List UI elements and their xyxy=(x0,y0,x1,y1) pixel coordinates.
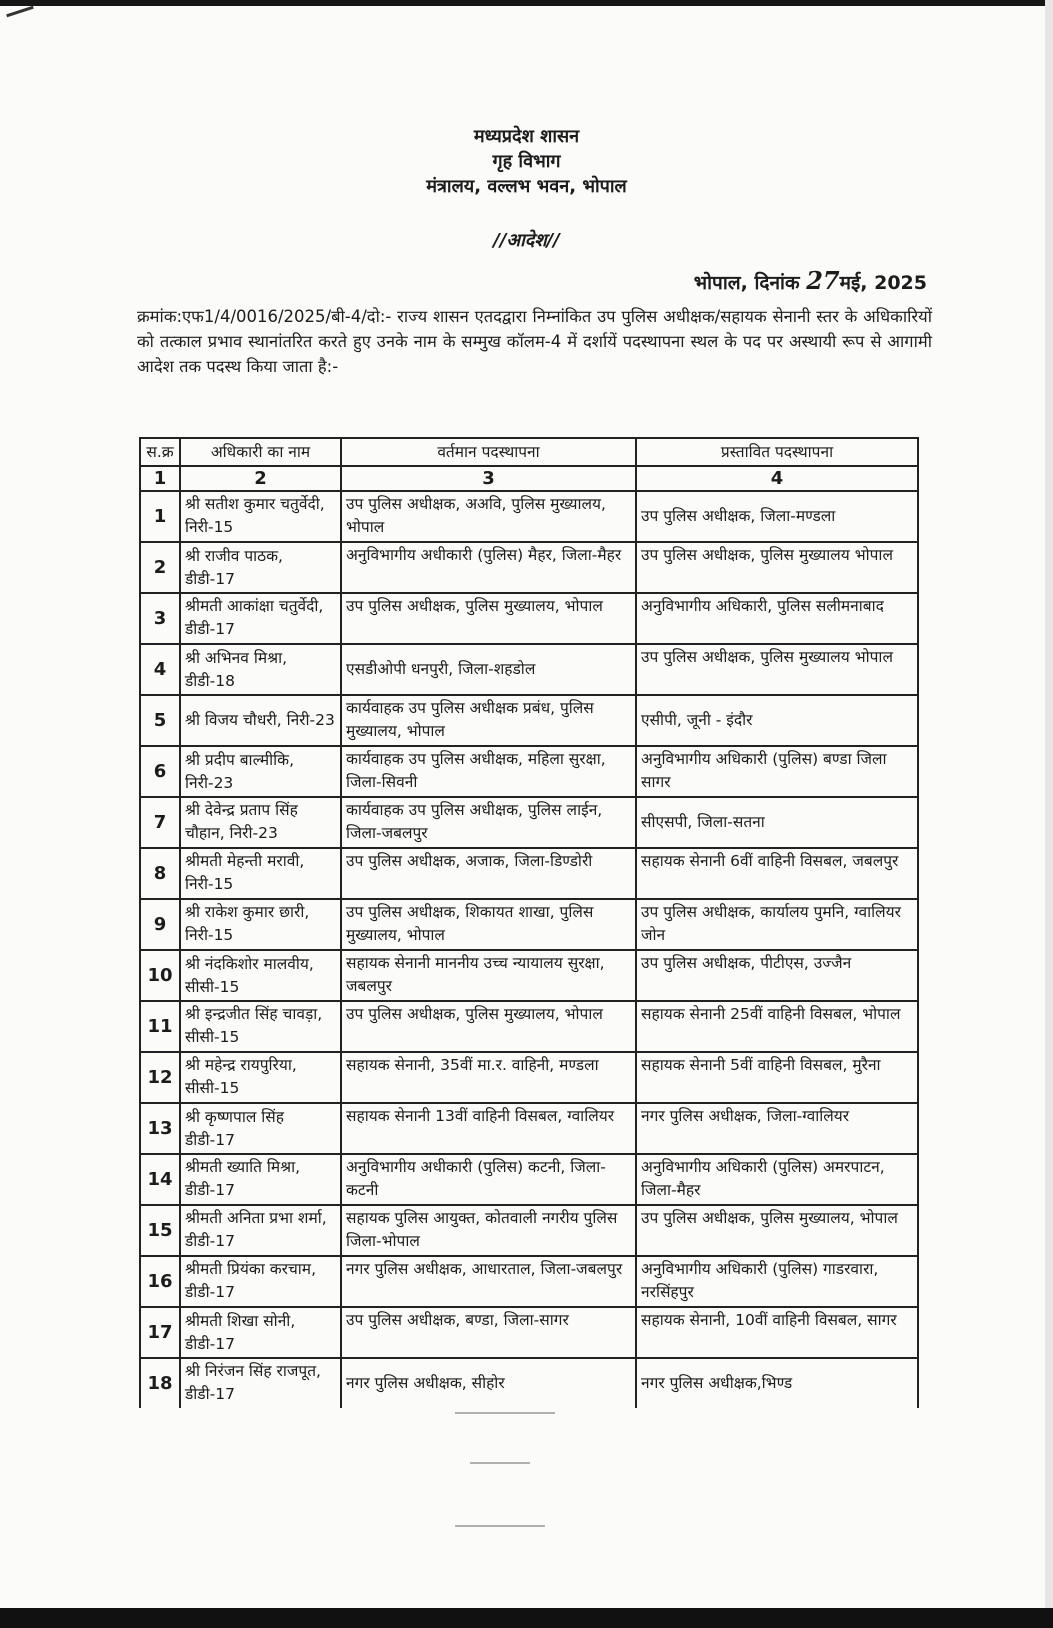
scan-bottom-edge xyxy=(0,1608,1053,1628)
current-posting-cell: सहायक सेनानी 13वीं वाहिनी विसबल, ग्वालियर xyxy=(341,1103,636,1154)
serial-number-cell: 10 xyxy=(140,950,180,1001)
current-posting-cell: उप पुलिस अधीक्षक, पुलिस मुख्यालय, भोपाल xyxy=(341,1001,636,1052)
proposed-posting-cell: उप पुलिस अधीक्षक, पुलिस मुख्यालय, भोपाल xyxy=(636,1205,918,1256)
transfer-table xyxy=(139,437,919,1408)
current-posting-cell: अनुविभागीय अधीकारी (पुलिस) कटनी, जिला-कटनी xyxy=(341,1154,636,1205)
officer-name-cell: श्री इन्द्रजीत सिंह चावड़ा, सीसी-15 xyxy=(180,1001,341,1052)
order-label: //आदेश// xyxy=(493,230,560,251)
table-row xyxy=(140,797,918,848)
proposed-posting-cell: सहायक सेनानी 25वीं वाहिनी विसबल, भोपाल xyxy=(636,1001,918,1052)
current-posting-cell: नगर पुलिस अधीक्षक, आधारताल, जिला-जबलपुर xyxy=(341,1256,636,1307)
current-posting-cell: सहायक सेनानी माननीय उच्च न्यायालय सुरक्षा, जबलपुर xyxy=(341,950,636,1001)
serial-number-cell: 16 xyxy=(140,1256,180,1307)
serial-number-cell: 1 xyxy=(140,491,180,542)
table-header-row xyxy=(140,438,918,466)
column-number: 3 xyxy=(341,466,636,491)
table-row xyxy=(140,1358,918,1408)
date-day-handwritten: 27 xyxy=(806,266,840,295)
proposed-posting-cell: अनुविभागीय अधिकारी (पुलिस) गाडरवारा, नरसिंहपुर xyxy=(636,1256,918,1307)
current-posting-cell: कार्यवाहक उप पुलिस अधीक्षक प्रबंध, पुलिस मुख्यालय, भोपाल xyxy=(341,695,636,746)
proposed-posting-cell: उप पुलिस अधीक्षक, जिला-मण्डला xyxy=(636,491,918,542)
scan-smudge xyxy=(455,1525,545,1527)
serial-number-cell: 14 xyxy=(140,1154,180,1205)
proposed-posting-cell: उप पुलिस अधीक्षक, पुलिस मुख्यालय भोपाल xyxy=(636,542,918,593)
officer-name-cell: श्री कृष्णपाल सिंह डीडी-17 xyxy=(180,1103,341,1154)
officer-name-cell: श्रीमती आकांक्षा चतुर्वेदी, डीडी-17 xyxy=(180,593,341,644)
officer-name-cell: श्री महेन्द्र रायपुरिया, सीसी-15 xyxy=(180,1052,341,1103)
header-home-department: गृह विभाग xyxy=(492,151,561,172)
scan-smudge xyxy=(455,1412,555,1414)
proposed-posting-cell: नगर पुलिस अधीक्षक,भिण्ड xyxy=(636,1358,918,1408)
table-row xyxy=(140,695,918,746)
scan-top-edge xyxy=(0,0,1053,6)
proposed-posting-cell: सहायक सेनानी 6वीं वाहिनी विसबल, जबलपुर xyxy=(636,848,918,899)
officer-name-cell: श्रीमती अनिता प्रभा शर्मा, डीडी-17 xyxy=(180,1205,341,1256)
table-row xyxy=(140,1154,918,1205)
proposed-posting-cell: अनुविभागीय अधिकारी (पुलिस) बण्डा जिला सागर xyxy=(636,746,918,797)
order-date xyxy=(694,266,927,295)
serial-number-cell: 15 xyxy=(140,1205,180,1256)
proposed-posting-cell: नगर पुलिस अधीक्षक, जिला-ग्वालियर xyxy=(636,1103,918,1154)
current-posting-cell: एसडीओपी धनपुरी, जिला-शहडोल xyxy=(341,644,636,695)
proposed-posting-cell: अनुविभागीय अधिकारी, पुलिस सलीमनाबाद xyxy=(636,593,918,644)
officer-name-cell: श्री राकेश कुमार छारी, निरी-15 xyxy=(180,899,341,950)
serial-number-cell: 6 xyxy=(140,746,180,797)
serial-number-cell: 17 xyxy=(140,1307,180,1358)
serial-number-cell: 18 xyxy=(140,1358,180,1408)
scan-corner-mark xyxy=(6,6,34,18)
officer-name-cell: श्री नंदकिशोर मालवीय, सीसी-15 xyxy=(180,950,341,1001)
current-posting-cell: उप पुलिस अधीक्षक, अजाक, जिला-डिण्डोरी xyxy=(341,848,636,899)
current-posting-cell: सहायक सेनानी, 35वीं मा.र. वाहिनी, मण्डला xyxy=(341,1052,636,1103)
officer-name-cell: श्री विजय चौधरी, निरी-23 xyxy=(180,695,341,746)
table-row xyxy=(140,899,918,950)
current-posting-cell: उप पुलिस अधीक्षक, पुलिस मुख्यालय, भोपाल xyxy=(341,593,636,644)
current-posting-cell: सहायक पुलिस आयुक्त, कोतवाली नगरीय पुलिस जिला-भोपाल xyxy=(341,1205,636,1256)
proposed-posting-cell: उप पुलिस अधीक्षक, कार्यालय पुमनि, ग्वालियर जोन xyxy=(636,899,918,950)
serial-number-cell: 8 xyxy=(140,848,180,899)
officer-name-cell: श्रीमती मेहन्ती मरावी, निरी-15 xyxy=(180,848,341,899)
current-posting-cell: कार्यवाहक उप पुलिस अधीक्षक, महिला सुरक्षा, जिला-सिवनी xyxy=(341,746,636,797)
serial-number-cell: 9 xyxy=(140,899,180,950)
officer-name-cell: श्री राजीव पाठक, डीडी-17 xyxy=(180,542,341,593)
current-posting-cell: उप पुलिस अधीक्षक, बण्डा, जिला-सागर xyxy=(341,1307,636,1358)
header-proposed-posting: प्रस्तावित पदस्थापना xyxy=(636,438,918,466)
header-state-government: मध्यप्रदेश शासन xyxy=(473,126,580,147)
header-serial: स.क्र xyxy=(140,438,180,466)
column-number: 1 xyxy=(140,466,180,491)
current-posting-cell: नगर पुलिस अधीक्षक, सीहोर xyxy=(341,1358,636,1408)
officer-name-cell: श्रीमती प्रियंका करचाम, डीडी-17 xyxy=(180,1256,341,1307)
document-header xyxy=(0,124,1053,199)
table-row xyxy=(140,1256,918,1307)
table-row xyxy=(140,644,918,695)
table-row xyxy=(140,491,918,542)
current-posting-cell: अनुविभागीय अधीकारी (पुलिस) मैहर, जिला-मैहर xyxy=(341,542,636,593)
proposed-posting-cell: सीएसपी, जिला-सतना xyxy=(636,797,918,848)
serial-number-cell: 11 xyxy=(140,1001,180,1052)
officer-name-cell: श्रीमती शिखा सोनी, डीडी-17 xyxy=(180,1307,341,1358)
officer-name-cell: श्री सतीश कुमार चतुर्वेदी, निरी-15 xyxy=(180,491,341,542)
proposed-posting-cell: सहायक सेनानी, 10वीं वाहिनी विसबल, सागर xyxy=(636,1307,918,1358)
table-row xyxy=(140,950,918,1001)
proposed-posting-cell: सहायक सेनानी 5वीं वाहिनी विसबल, मुरैना xyxy=(636,1052,918,1103)
current-posting-cell: कार्यवाहक उप पुलिस अधीक्षक, पुलिस लाईन, जिला-जबलपुर xyxy=(341,797,636,848)
table-row xyxy=(140,1001,918,1052)
table-row xyxy=(140,593,918,644)
table-row xyxy=(140,1103,918,1154)
order-paragraph: क्रमांक:एफ1/4/0016/2025/बी-4/दो:- राज्य शासन एतदद्वारा निम्नांकित उप पुलिस अधीक्षक/सहायक सेनानी स्तर के अधिकारियों को तत्काल प्रभाव स्थानांतरित करते हुए उनके नाम के सम्मुख कॉलम-4 में दर्शायें पदस्थापना स्थल के पद पर अस्थायी रूप से आगामी आदेश तक पदस्थ किया जाता है:- xyxy=(137,307,932,376)
table-row xyxy=(140,1307,918,1358)
scan-smudge xyxy=(470,1462,530,1464)
serial-number-cell: 4 xyxy=(140,644,180,695)
officer-name-cell: श्रीमती ख्याति मिश्रा, डीडी-17 xyxy=(180,1154,341,1205)
serial-number-cell: 7 xyxy=(140,797,180,848)
date-suffix: मई, 2025 xyxy=(839,272,927,294)
header-officer-name: अधिकारी का नाम xyxy=(180,438,341,466)
serial-number-cell: 12 xyxy=(140,1052,180,1103)
table-row xyxy=(140,848,918,899)
officer-name-cell: श्री निरंजन सिंह राजपूत, डीडी-17 xyxy=(180,1358,341,1408)
header-ministry-address: मंत्रालय, वल्लभ भवन, भोपाल xyxy=(426,176,627,197)
table-body xyxy=(140,491,918,1408)
column-number: 4 xyxy=(636,466,918,491)
officer-name-cell: श्री अभिनव मिश्रा, डीडी-18 xyxy=(180,644,341,695)
date-prefix: भोपाल, दिनांक xyxy=(693,272,800,294)
current-posting-cell: उप पुलिस अधीक्षक, शिकायत शाखा, पुलिस मुख्यालय, भोपाल xyxy=(341,899,636,950)
table-row xyxy=(140,1205,918,1256)
header-current-posting: वर्तमान पदस्थापना xyxy=(341,438,636,466)
proposed-posting-cell: अनुविभागीय अधिकारी (पुलिस) अमरपाटन, जिला-मैहर xyxy=(636,1154,918,1205)
proposed-posting-cell: उप पुलिस अधीक्षक, पीटीएस, उज्जैन xyxy=(636,950,918,1001)
serial-number-cell: 3 xyxy=(140,593,180,644)
proposed-posting-cell: एसीपी, जूनी - इंदौर xyxy=(636,695,918,746)
serial-number-cell: 2 xyxy=(140,542,180,593)
table-row xyxy=(140,1052,918,1103)
table-row xyxy=(140,542,918,593)
serial-number-cell: 5 xyxy=(140,695,180,746)
serial-number-cell: 13 xyxy=(140,1103,180,1154)
column-number: 2 xyxy=(180,466,341,491)
proposed-posting-cell: उप पुलिस अधीक्षक, पुलिस मुख्यालय भोपाल xyxy=(636,644,918,695)
table-row xyxy=(140,746,918,797)
column-number-row xyxy=(140,466,918,491)
officer-name-cell: श्री प्रदीप बाल्मीकि, निरी-23 xyxy=(180,746,341,797)
current-posting-cell: उप पुलिस अधीक्षक, अअवि, पुलिस मुख्यालय, भोपाल xyxy=(341,491,636,542)
officer-name-cell: श्री देवेन्द्र प्रताप सिंह चौहान, निरी-23 xyxy=(180,797,341,848)
